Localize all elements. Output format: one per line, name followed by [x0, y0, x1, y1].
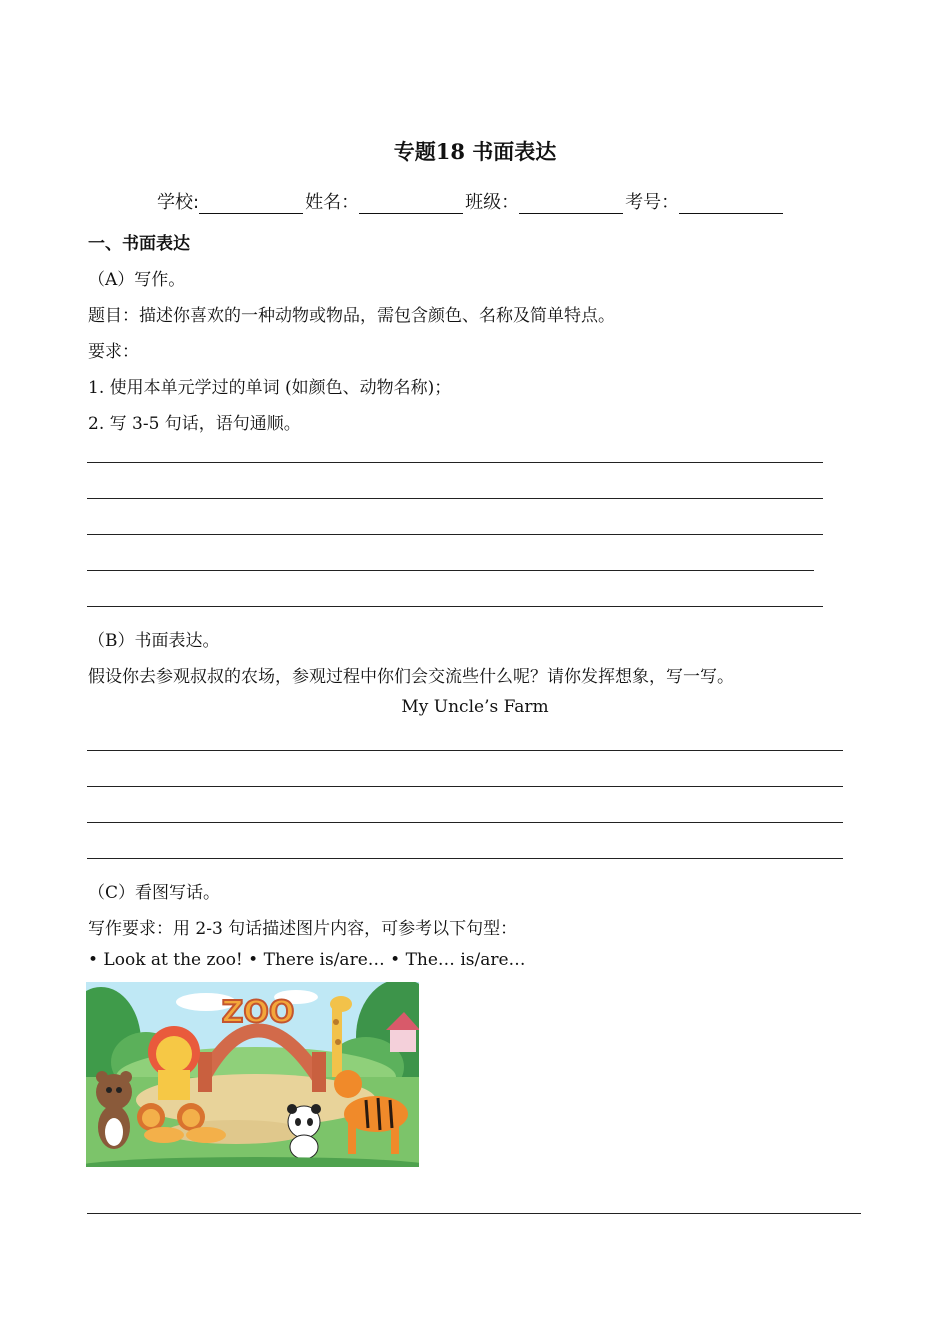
part-a-requirement-2: 2. 写 3-5 句话，语句通顺。 [88, 414, 301, 434]
essay-title: My Uncle’s Farm [401, 697, 549, 717]
class-label: 班级： [465, 192, 520, 213]
exam-no-label: 考号： [625, 192, 680, 213]
name-blank[interactable] [359, 195, 463, 214]
student-info-row [157, 188, 785, 214]
answer-line[interactable] [87, 858, 843, 859]
school-blank[interactable] [199, 195, 303, 214]
answer-line[interactable] [87, 822, 843, 823]
part-b-prompt: 假设你去参观叔叔的农场，参观过程中你们会交流些什么呢？请你发挥想象，写一写。 [88, 667, 734, 687]
part-c-requirement: 写作要求：用 2-3 句话描述图片内容，可参考以下句型： [88, 919, 518, 939]
answer-line[interactable] [87, 786, 843, 787]
answer-line[interactable] [87, 1213, 861, 1214]
part-b-heading: （B）书面表达。 [88, 631, 220, 651]
exam-no-blank[interactable] [679, 195, 783, 214]
answer-line[interactable] [87, 498, 823, 499]
answer-line[interactable] [87, 570, 814, 571]
school-label: 学校: [157, 192, 200, 213]
part-a-topic: 题目：描述你喜欢的一种动物或物品，需包含颜色、名称及简单特点。 [88, 306, 615, 326]
zoo-illustration [86, 982, 419, 1167]
name-label: 姓名： [305, 192, 360, 213]
answer-line[interactable] [87, 750, 843, 751]
part-a-requirements-label: 要求： [88, 342, 139, 362]
answer-line[interactable] [87, 534, 823, 535]
sentence-patterns: • Look at the zoo! • There is/are… • The… is/are… [88, 950, 526, 970]
part-c-heading: （C）看图写话。 [88, 883, 221, 903]
zoo-sign [222, 995, 295, 1030]
part-a-heading: （A）写作。 [88, 270, 186, 290]
part-a-requirement-1: 1. 使用本单元学过的单词 (如颜色、动物名称)； [88, 378, 452, 398]
page-title: 专题18 书面表达 [393, 139, 557, 164]
class-blank[interactable] [519, 195, 623, 214]
section-heading: 一、书面表达 [88, 234, 190, 254]
answer-line[interactable] [87, 606, 823, 607]
answer-line[interactable] [87, 462, 823, 463]
zoo-sign-text: ZOO [221, 995, 295, 1030]
